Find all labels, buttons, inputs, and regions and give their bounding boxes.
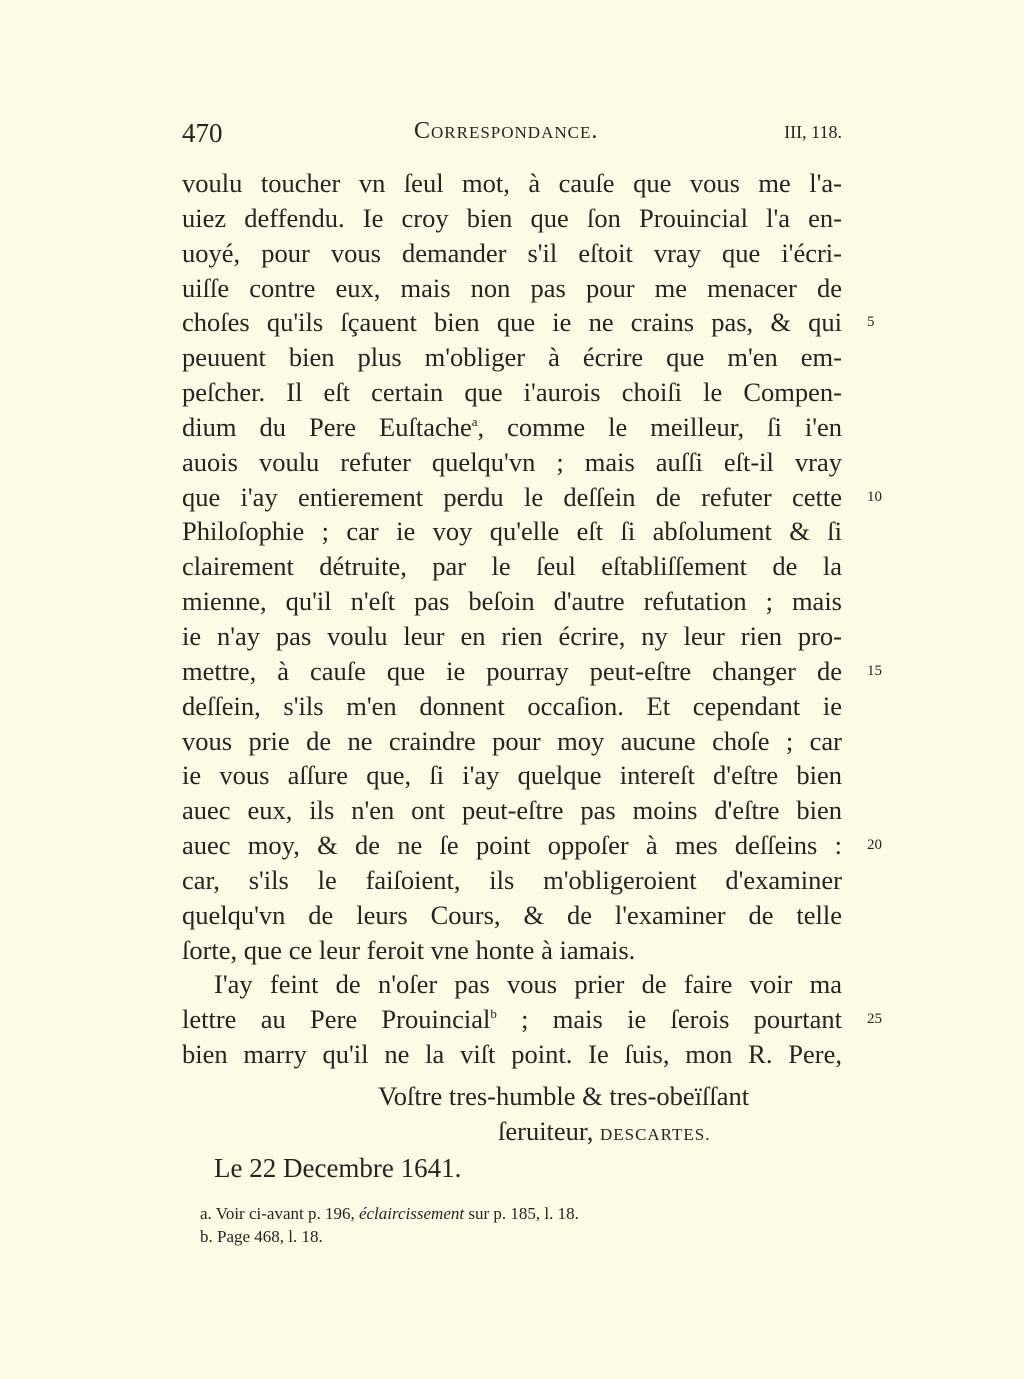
text-line bbox=[182, 549, 842, 584]
text-line bbox=[182, 375, 842, 410]
text-line bbox=[182, 828, 882, 863]
line-text: auois voulu refuter quelqu'vn ; mais auſſi eſt-il vray bbox=[182, 446, 842, 477]
line-text: bien marry qu'il ne la viſt point. Ie ſuis, mon R. Pere, bbox=[182, 1039, 842, 1070]
footnote-a-text-post: sur p. 185, l. 18. bbox=[464, 1204, 579, 1223]
text-line bbox=[182, 898, 842, 933]
text-line bbox=[182, 1037, 842, 1072]
line-text: ie vous aſſure que, ſi i'ay quelque intereſt d'eſtre bien bbox=[182, 760, 842, 791]
line-text: I'ay feint de n'oſer pas vous prier de faire voir ma bbox=[214, 969, 842, 1000]
line-text: mienne, qu'il n'eſt pas beſoin d'autre refutation ; mais bbox=[182, 586, 842, 617]
footnote-a-text-pre: Voir ci-avant p. 196, bbox=[215, 1204, 359, 1223]
closing-signature-line bbox=[498, 1113, 710, 1153]
text-line bbox=[182, 584, 842, 619]
footnote-marker: b bbox=[490, 1006, 497, 1022]
running-header bbox=[182, 118, 842, 158]
line-text: ie n'ay pas voulu leur en rien écrire, ny leur rien pro- bbox=[182, 620, 842, 651]
footnote-a bbox=[200, 1202, 579, 1225]
line-text: auec eux, ils n'en ont peut-eſtre pas moins d'eſtre bien bbox=[182, 795, 842, 826]
line-text: auec moy, & de ne ſe point oppoſer à mes deſſeins : bbox=[182, 830, 842, 861]
page-number: 470 bbox=[182, 118, 223, 148]
text-line bbox=[182, 863, 842, 898]
line-text: voulu toucher vn ſeul mot, à cauſe que vous me l'a- bbox=[182, 168, 842, 198]
line-text: clairement détruite, par le ſeul eſtabliſſement de la bbox=[182, 551, 842, 582]
line-text: car, s'ils le faiſoient, ils m'obligeroient d'examiner bbox=[182, 864, 842, 895]
footnote-b-text: Page 468, l. 18. bbox=[217, 1227, 323, 1246]
letter-body bbox=[182, 166, 882, 1072]
text-line bbox=[182, 305, 875, 340]
line-text-continued: ; mais ie ſerois pourtant bbox=[496, 1004, 842, 1035]
text-line bbox=[182, 689, 842, 724]
line-text-continued: , comme le meilleur, ſi i'en bbox=[477, 411, 842, 442]
line-number: 10 bbox=[867, 488, 882, 505]
letter-date: Le 22 Decembre 1641. bbox=[214, 1153, 462, 1183]
text-line bbox=[182, 514, 842, 549]
line-number: 5 bbox=[867, 314, 875, 331]
line-number: 25 bbox=[867, 1011, 882, 1028]
text-line bbox=[182, 236, 842, 271]
line-text: uiez deffendu. Ie croy bien que ſon Prouincial l'a en- bbox=[182, 202, 842, 233]
text-line bbox=[182, 480, 882, 515]
line-text: ſorte, que ce leur feroit vne honte à iamais. bbox=[182, 934, 636, 965]
text-line bbox=[182, 410, 842, 445]
line-text: vous prie de ne craindre pour moy aucune choſe ; car bbox=[182, 725, 842, 756]
line-text: mettre, à cauſe que ie pourray peut-eſtre changer de bbox=[182, 655, 842, 686]
text-line bbox=[182, 445, 842, 480]
text-line bbox=[182, 1002, 882, 1037]
text-line bbox=[182, 654, 882, 689]
line-text: deſſein, s'ils m'en donnent occaſion. Et cependant ie bbox=[182, 690, 842, 721]
footnote-b-mark: b. bbox=[200, 1227, 213, 1246]
footnotes bbox=[200, 1202, 579, 1248]
footnote-b bbox=[200, 1225, 579, 1248]
text-line bbox=[182, 166, 842, 201]
line-text: choſes qu'ils ſçauent bien que ie ne crains pas, & qui bbox=[182, 307, 842, 338]
closing-formula: Voſtre tres-humble & tres-obeïſſant bbox=[378, 1081, 750, 1111]
text-line bbox=[182, 933, 842, 968]
line-text: peuuent bien plus m'obliger à écrire que m'en em- bbox=[182, 342, 842, 373]
text-line bbox=[182, 271, 842, 306]
text-line bbox=[182, 967, 842, 1002]
line-number: 15 bbox=[867, 662, 882, 679]
line-text: lettre au Pere Prouincial bbox=[182, 1004, 491, 1035]
line-text: quelqu'vn de leurs Cours, & de l'examiner de telle bbox=[182, 899, 842, 930]
signature: DESCARTES. bbox=[599, 1125, 711, 1144]
running-title: Correspondance. bbox=[414, 118, 599, 144]
line-text: peſcher. Il eſt certain que i'aurois choiſi le Compen- bbox=[182, 377, 842, 408]
footnote-marker: a bbox=[471, 414, 478, 430]
text-line bbox=[182, 340, 842, 375]
line-number: 20 bbox=[867, 837, 882, 854]
letter-reference: III, 118. bbox=[784, 122, 842, 142]
line-text: Philoſophie ; car ie voy qu'elle eſt ſi abſolument & ſi bbox=[182, 516, 842, 547]
footnote-a-italic: éclaircissement bbox=[358, 1204, 465, 1223]
footnote-a-mark: a. bbox=[200, 1204, 212, 1223]
closing-prefix: ſeruiteur, bbox=[498, 1116, 600, 1146]
line-text: dium du Pere Euſtache bbox=[182, 411, 472, 442]
text-line bbox=[182, 758, 842, 793]
line-text: uiſſe contre eux, mais non pas pour me menacer de bbox=[182, 272, 842, 303]
text-line bbox=[182, 724, 842, 759]
line-text: que i'ay entierement perdu le deſſein de refuter cette bbox=[182, 481, 842, 512]
text-line bbox=[182, 201, 842, 236]
text-line bbox=[182, 793, 842, 828]
line-text: uoyé, pour vous demander s'il eſtoit vray que i'écri- bbox=[182, 237, 842, 268]
text-line bbox=[182, 619, 842, 654]
